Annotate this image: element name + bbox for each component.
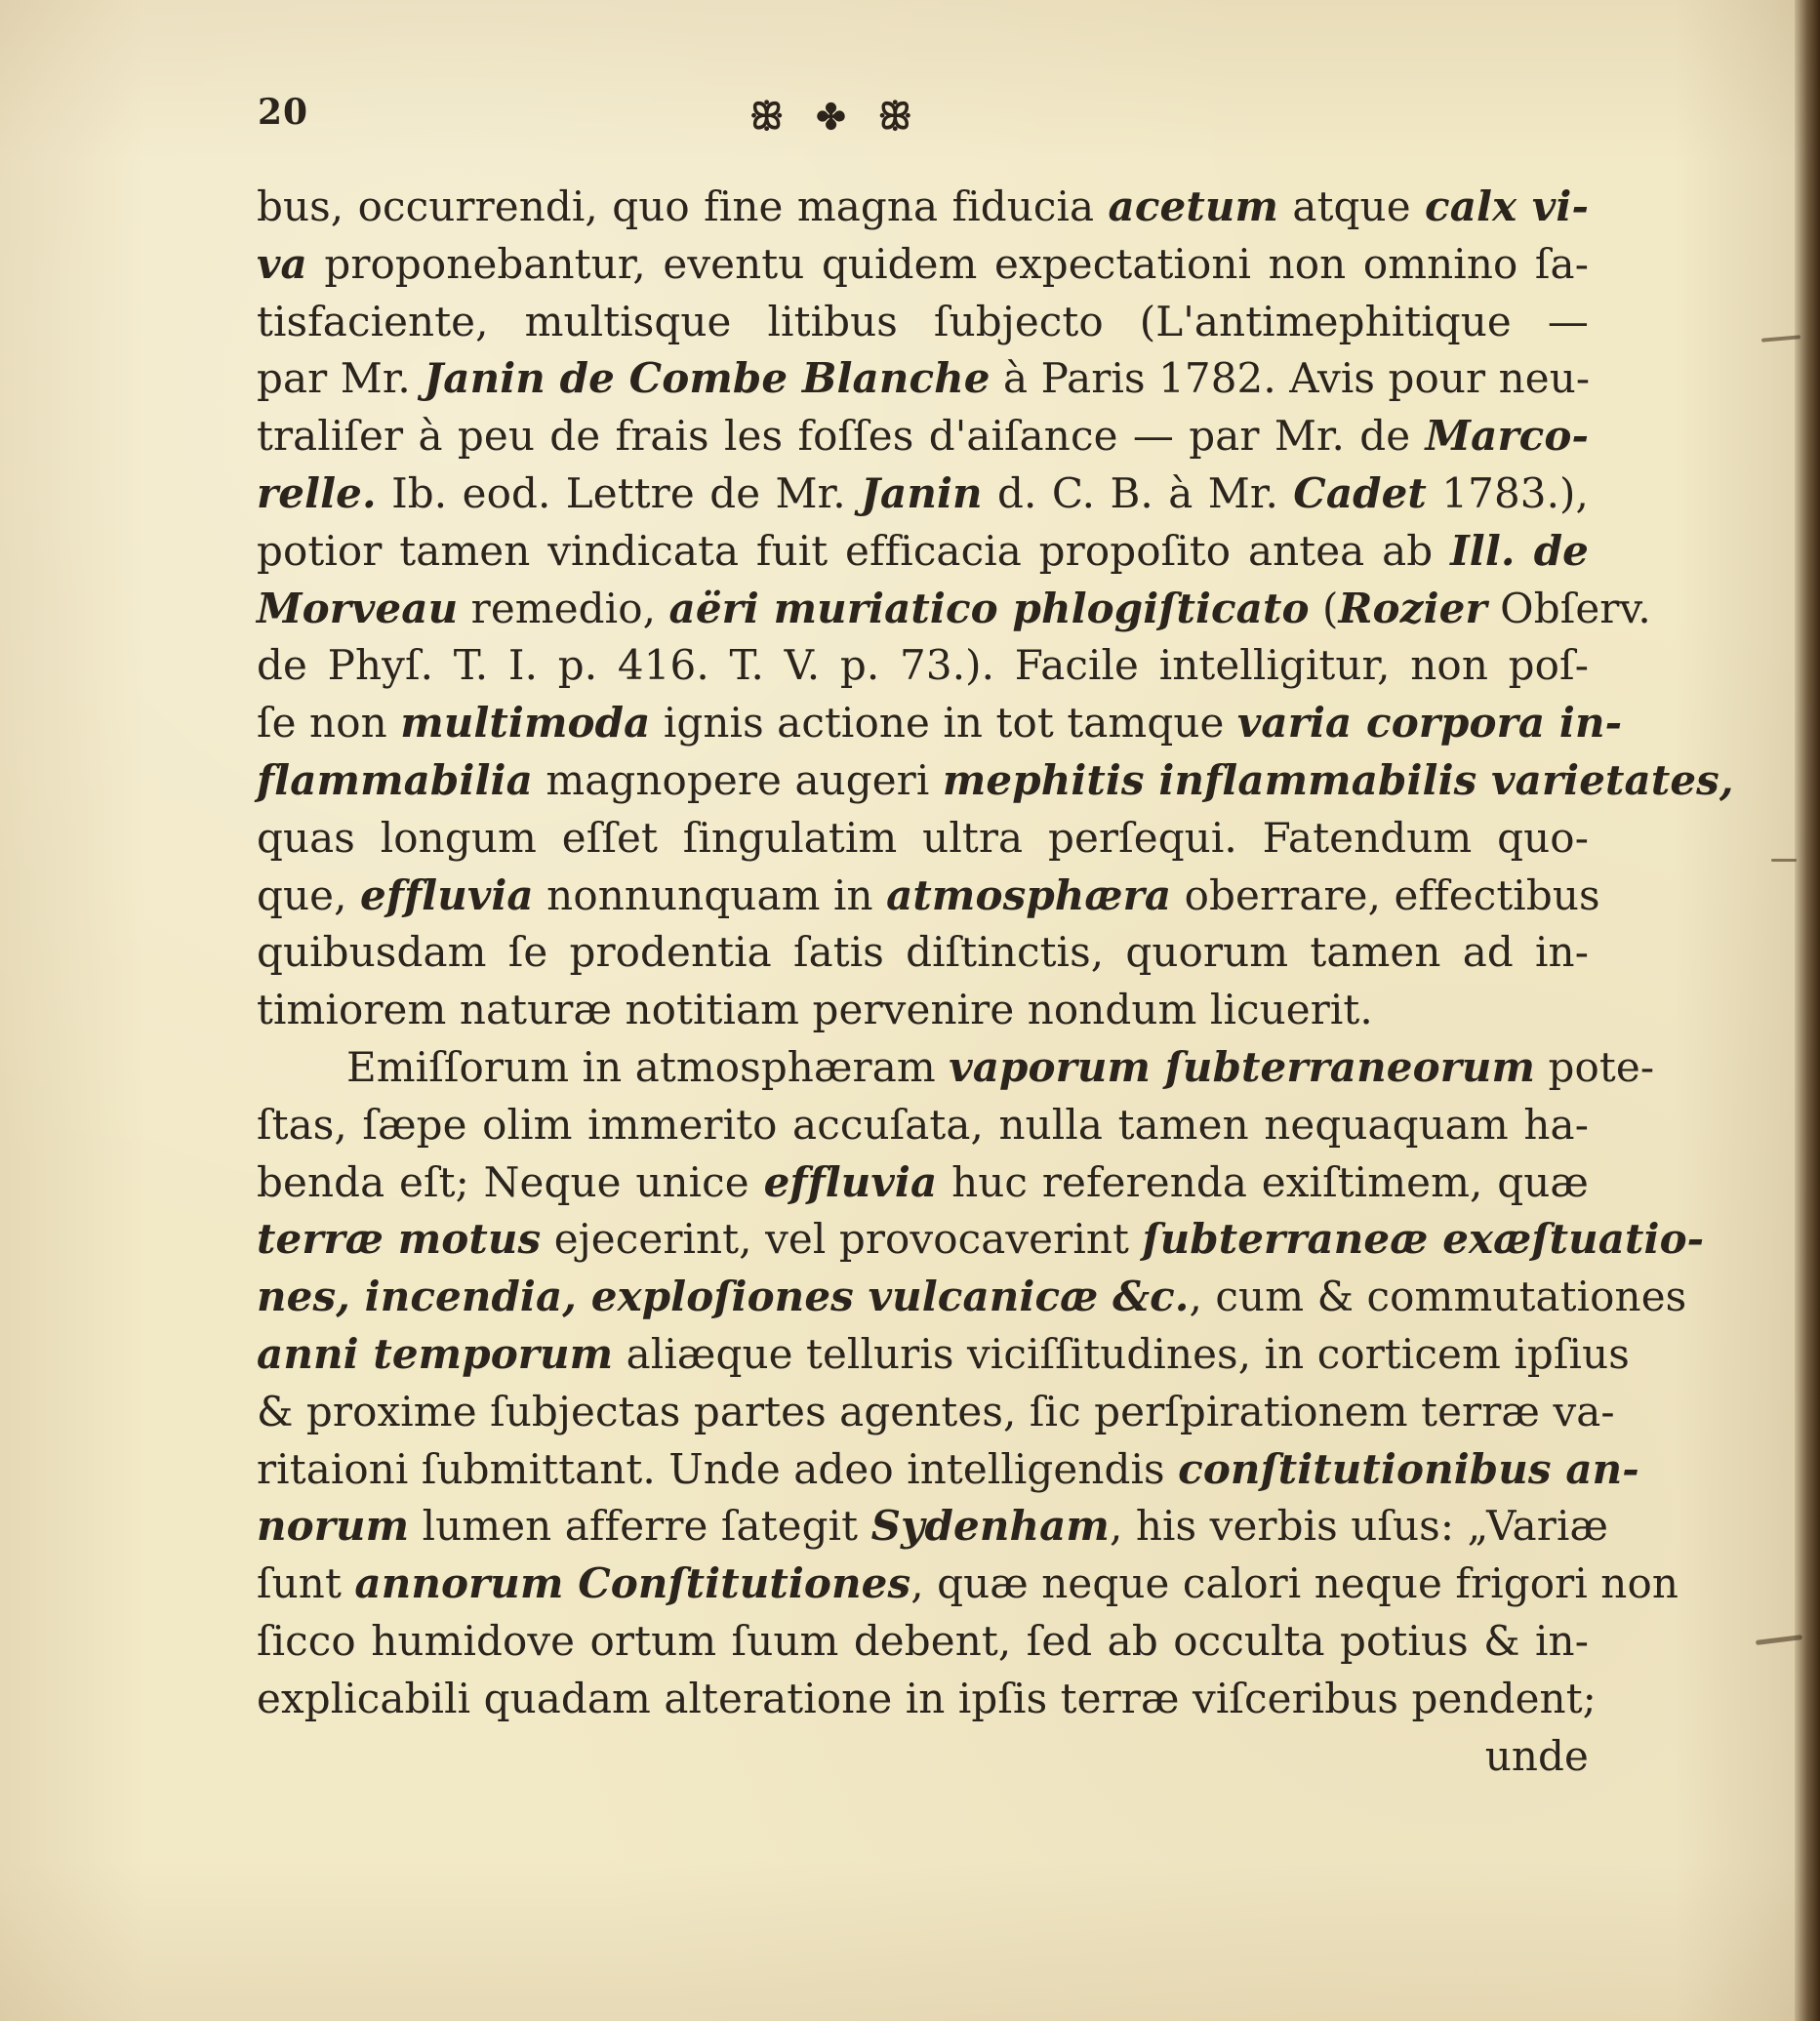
text-run: , his verbis uſus: „Variæ: [1109, 1502, 1609, 1551]
text-run: traliſer à peu de frais les foſſes d'aiſance — par Mr. de: [257, 412, 1426, 461]
text-run: aliæque telluris viciſſitudines, in corticem ipſius: [613, 1329, 1630, 1378]
text-run: quibusdam ſe prodentia ſatis diſtinctis, quorum tamen ad in-: [257, 928, 1589, 977]
italic-text-run: effluvia: [763, 1157, 938, 1206]
text-run: ritaioni ſubmittant. Unde adeo intelligendis: [257, 1444, 1179, 1493]
italic-text-run: annorum Conſtitutiones: [354, 1559, 911, 1608]
body-text: [257, 179, 1734, 1785]
italic-text-run: Ill. de: [1450, 526, 1590, 575]
text-run: bus, occurrendi, quo fine magna fiducia: [257, 182, 1109, 230]
text-run: ſicco humidove ortum ſuum debent, ſed ab occulta potius & in-: [257, 1616, 1589, 1665]
italic-text-run: norum: [257, 1502, 410, 1551]
italic-text-run: conſtitutionibus an-: [1178, 1444, 1639, 1493]
text-run: ſunt: [257, 1559, 355, 1608]
text-run: remedio,: [458, 584, 669, 632]
text-run: , cum & commutationes: [1189, 1273, 1687, 1321]
text-line: [257, 1384, 1615, 1441]
text-line: [257, 179, 1589, 236]
text-run: explicabili quadam alteratione in ipſis terræ viſceribus pendent;: [257, 1674, 1597, 1722]
italic-text-run: nes, incendia, exploſiones vulcanicæ &c.: [257, 1273, 1190, 1321]
text-line: [257, 581, 1651, 638]
italic-text-run: Morveau: [257, 584, 459, 632]
italic-text-run: multimoda: [400, 699, 651, 748]
text-line: [257, 868, 1600, 925]
text-line: [257, 1671, 1597, 1728]
text-line: [257, 1498, 1609, 1556]
text-run: Emiſſorum in atmosphæram: [346, 1042, 950, 1091]
text-line: [257, 1556, 1678, 1613]
text-run: Ib. eod. Lettre de Mr.: [376, 468, 862, 517]
text-run: proponebantur, eventu quidem expectationi non omnino ſa-: [306, 239, 1589, 288]
italic-text-run: Marco-: [1425, 412, 1589, 461]
text-run: huc referenda exiſtimem, quæ: [937, 1157, 1589, 1206]
text-run: & proxime ſubjectas partes agentes, ſic perſpirationem terræ va-: [257, 1387, 1615, 1435]
italic-text-run: Rozier: [1338, 584, 1487, 632]
text-line: [257, 637, 1589, 695]
italic-text-run: va: [257, 239, 307, 288]
text-run: unde: [1484, 1731, 1589, 1780]
text-run: potior tamen vindicata fuit efficacia propoſito antea ab: [257, 526, 1451, 575]
text-run: à Paris 1782. Avis pour neu-: [990, 354, 1591, 403]
text-line: [257, 982, 1589, 1039]
edge-mark: [1771, 859, 1797, 862]
text-line: [257, 294, 1589, 351]
italic-text-run: relle.: [257, 468, 377, 517]
text-line: [257, 695, 1623, 752]
text-run: de Phyſ. T. I. p. 416. T. V. p. 73.). Facile intelligitur, non poſ-: [257, 641, 1589, 690]
text-line: [257, 1039, 1655, 1097]
italic-text-run: ſubterraneæ exæſtuatio-: [1142, 1215, 1705, 1264]
italic-text-run: Janin de Combe Blanche: [424, 354, 991, 403]
text-run: atque: [1278, 182, 1426, 230]
text-run: ſe non: [257, 699, 401, 748]
text-run: 1783.),: [1426, 468, 1589, 517]
text-line: [257, 752, 1734, 810]
text-line: [257, 236, 1589, 294]
text-run: d. C. B. à Mr.: [982, 468, 1294, 517]
italic-text-run: terræ motus: [257, 1215, 542, 1264]
text-run: Obſerv.: [1486, 584, 1651, 632]
italic-text-run: anni temporum: [257, 1329, 614, 1378]
text-run: nonnunquam in: [533, 870, 887, 919]
text-run: timiorem naturæ notitiam pervenire nondum licuerit.: [257, 986, 1373, 1034]
text-run: (: [1309, 584, 1339, 632]
text-run: que,: [257, 870, 360, 919]
text-line: [257, 810, 1589, 868]
italic-text-run: Sydenham: [870, 1502, 1110, 1551]
text-run: oberrare, effectibus: [1171, 870, 1600, 919]
italic-text-run: effluvia: [360, 870, 534, 919]
page-header: [242, 86, 1600, 154]
text-line: [257, 1211, 1705, 1269]
page-edge-shadow: [1795, 0, 1820, 2021]
header-ornament: ꕥ ✤ ꕥ: [749, 94, 922, 138]
italic-text-run: flammabilia: [257, 755, 533, 804]
text-run: magnopere augeri: [532, 755, 943, 804]
italic-text-run: vaporum ſubterraneorum: [949, 1042, 1536, 1091]
italic-text-run: aëri muriatico phlogiſticato: [668, 584, 1310, 632]
text-line: [257, 408, 1589, 465]
text-line: [257, 1097, 1589, 1154]
text-line: [257, 1326, 1630, 1384]
text-line: [257, 1154, 1589, 1212]
text-line: [257, 1441, 1639, 1499]
text-line: [257, 465, 1589, 523]
text-run: lumen afferre ſategit: [409, 1502, 871, 1551]
text-run: , quæ neque calori neque frigori non: [910, 1559, 1678, 1608]
italic-text-run: mephitis inflammabilis varietates,: [942, 755, 1734, 804]
text-run: benda eſt; Neque unice: [257, 1157, 764, 1206]
text-run: quas longum eſſet ſingulatim ultra perſequi. Fatendum quo-: [257, 813, 1589, 862]
text-run: tisfaciente, multisque litibus ſubjecto (L'antimephitique —: [257, 297, 1589, 345]
page-number: 20: [258, 92, 309, 133]
text-run: ignis actione in tot tamque: [650, 699, 1237, 748]
text-run: par Mr.: [257, 354, 425, 403]
text-run: ejecerint, vel provocaverint: [541, 1215, 1143, 1264]
italic-text-run: Cadet: [1293, 468, 1427, 517]
text-run: ſtas, ſæpe olim immerito accuſata, nulla tamen nequaquam ha-: [257, 1100, 1589, 1149]
italic-text-run: calx vi-: [1425, 182, 1589, 230]
text-run: pote-: [1535, 1042, 1655, 1091]
text-line: [257, 1269, 1687, 1326]
text-line: [257, 1613, 1589, 1671]
italic-text-run: atmosphæra: [886, 870, 1172, 919]
text-line: [257, 523, 1589, 581]
text-line: [257, 924, 1589, 982]
text-line: [257, 350, 1589, 408]
italic-text-run: varia corpora in-: [1236, 699, 1623, 748]
italic-text-run: Janin: [861, 468, 983, 517]
catchword-line: [257, 1728, 1589, 1786]
italic-text-run: acetum: [1108, 182, 1279, 230]
